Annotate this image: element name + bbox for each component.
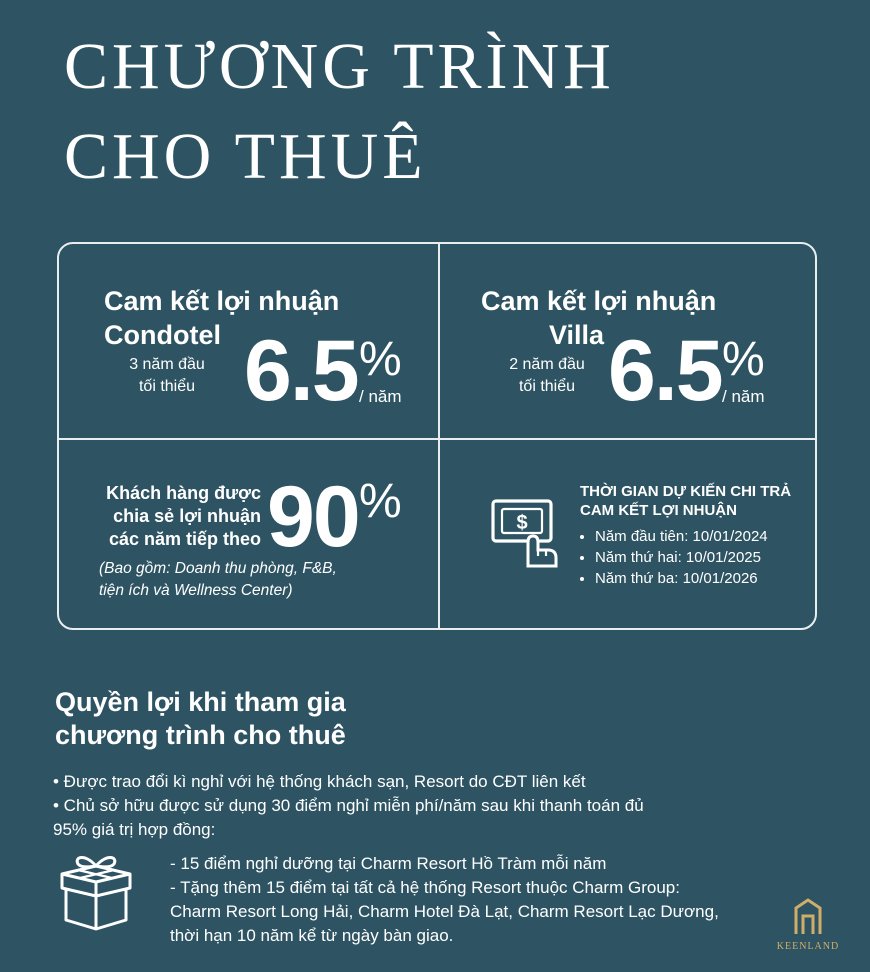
benefit-item-points-cont: 95% giá trị hợp đồng: — [53, 820, 216, 839]
points-details — [170, 852, 830, 948]
points-detail-term: thời hạn 10 năm kể từ ngày bàn giao. — [170, 926, 454, 945]
payout-heading-line2: CAM KẾT LỢI NHUẬN — [580, 502, 737, 519]
payout-schedule-heading — [580, 482, 791, 520]
villa-heading-line1: Cam kết lợi nhuận — [481, 286, 717, 316]
condotel-per-year: / năm — [359, 387, 402, 406]
keenland-building-icon — [788, 898, 828, 936]
condotel-percent: % — [359, 333, 402, 386]
profit-share-percent: % — [359, 475, 402, 528]
villa-heading-line2: Villa — [549, 320, 605, 350]
page-title — [64, 22, 615, 202]
profit-share-cell — [59, 440, 438, 630]
keenland-logo-text: KEENLAND — [776, 941, 840, 952]
points-detail-hotram: - 15 điểm nghỉ dưỡng tại Charm Resort Hồ Tràm mỗi năm — [170, 854, 607, 873]
payout-date-item: • Năm thứ hai: 10/01/2025 — [595, 547, 768, 568]
profit-share-line3: các năm tiếp theo — [108, 529, 261, 549]
benefit-item-exchange: • Được trao đổi kì nghỉ với hệ thống khách sạn, Resort do CĐT liên kết — [53, 772, 586, 791]
svg-text:$: $ — [516, 512, 528, 534]
keenland-logo — [768, 898, 848, 952]
payout-heading-line1: THỜI GIAN DỰ KIẾN CHI TRẢ — [580, 483, 792, 500]
villa-terms — [497, 354, 597, 398]
condotel-minimum: tối thiểu — [138, 378, 196, 395]
condotel-terms — [117, 354, 217, 398]
payout-date-list — [580, 526, 768, 589]
villa-per-year: / năm — [722, 387, 765, 406]
profit-share-line1: Khách hàng được — [106, 483, 261, 503]
condotel-heading-line1: Cam kết lợi nhuận — [104, 286, 340, 316]
condotel-heading-line2: Condotel — [104, 320, 221, 350]
benefits-list — [53, 770, 823, 842]
title-line-2: CHO THUÊ — [64, 120, 427, 193]
profit-share-note-line2: tiện ích và Wellness Center) — [99, 582, 293, 599]
profit-share-note-line1: (Bao gồm: Doanh thu phòng, F&B, — [99, 560, 337, 577]
villa-percent: % — [722, 333, 765, 386]
benefit-item-points: • Chủ sở hữu được sử dụng 30 điểm nghỉ miễn phí/năm sau khi thanh toán đủ — [53, 796, 644, 815]
condotel-rate: 6.5 — [244, 323, 358, 419]
money-hand-icon — [490, 498, 566, 570]
profit-share-note — [99, 558, 337, 602]
villa-rate: 6.5 — [608, 323, 722, 419]
gift-icon — [56, 852, 136, 932]
villa-minimum: tối thiểu — [518, 378, 576, 395]
points-detail-resorts: Charm Resort Long Hải, Charm Hotel Đà Lạt, Charm Resort Lạc Dương, — [170, 902, 719, 921]
profit-share-text — [95, 482, 261, 551]
payout-date-item: • Năm thứ ba: 10/01/2026 — [595, 568, 768, 589]
rental-info-box — [57, 242, 817, 630]
benefits-title — [55, 686, 346, 752]
profit-share-line2: chia sẻ lợi nhuận — [113, 506, 261, 526]
benefits-title-line2: chương trình cho thuê — [55, 720, 346, 750]
villa-cell — [440, 244, 817, 438]
condotel-years: 3 năm đầu — [129, 356, 205, 373]
payout-schedule-cell — [440, 440, 817, 630]
benefits-title-line1: Quyền lợi khi tham gia — [55, 687, 346, 717]
points-detail-bonus: - Tặng thêm 15 điểm tại tất cả hệ thống Resort thuộc Charm Group: — [170, 878, 680, 897]
profit-share-rate: 90 — [267, 469, 359, 565]
condotel-cell — [59, 244, 438, 438]
payout-date-item: • Năm đầu tiên: 10/01/2024 — [595, 526, 768, 547]
title-line-1: CHƯƠNG TRÌNH — [64, 30, 615, 103]
villa-years: 2 năm đầu — [509, 356, 585, 373]
